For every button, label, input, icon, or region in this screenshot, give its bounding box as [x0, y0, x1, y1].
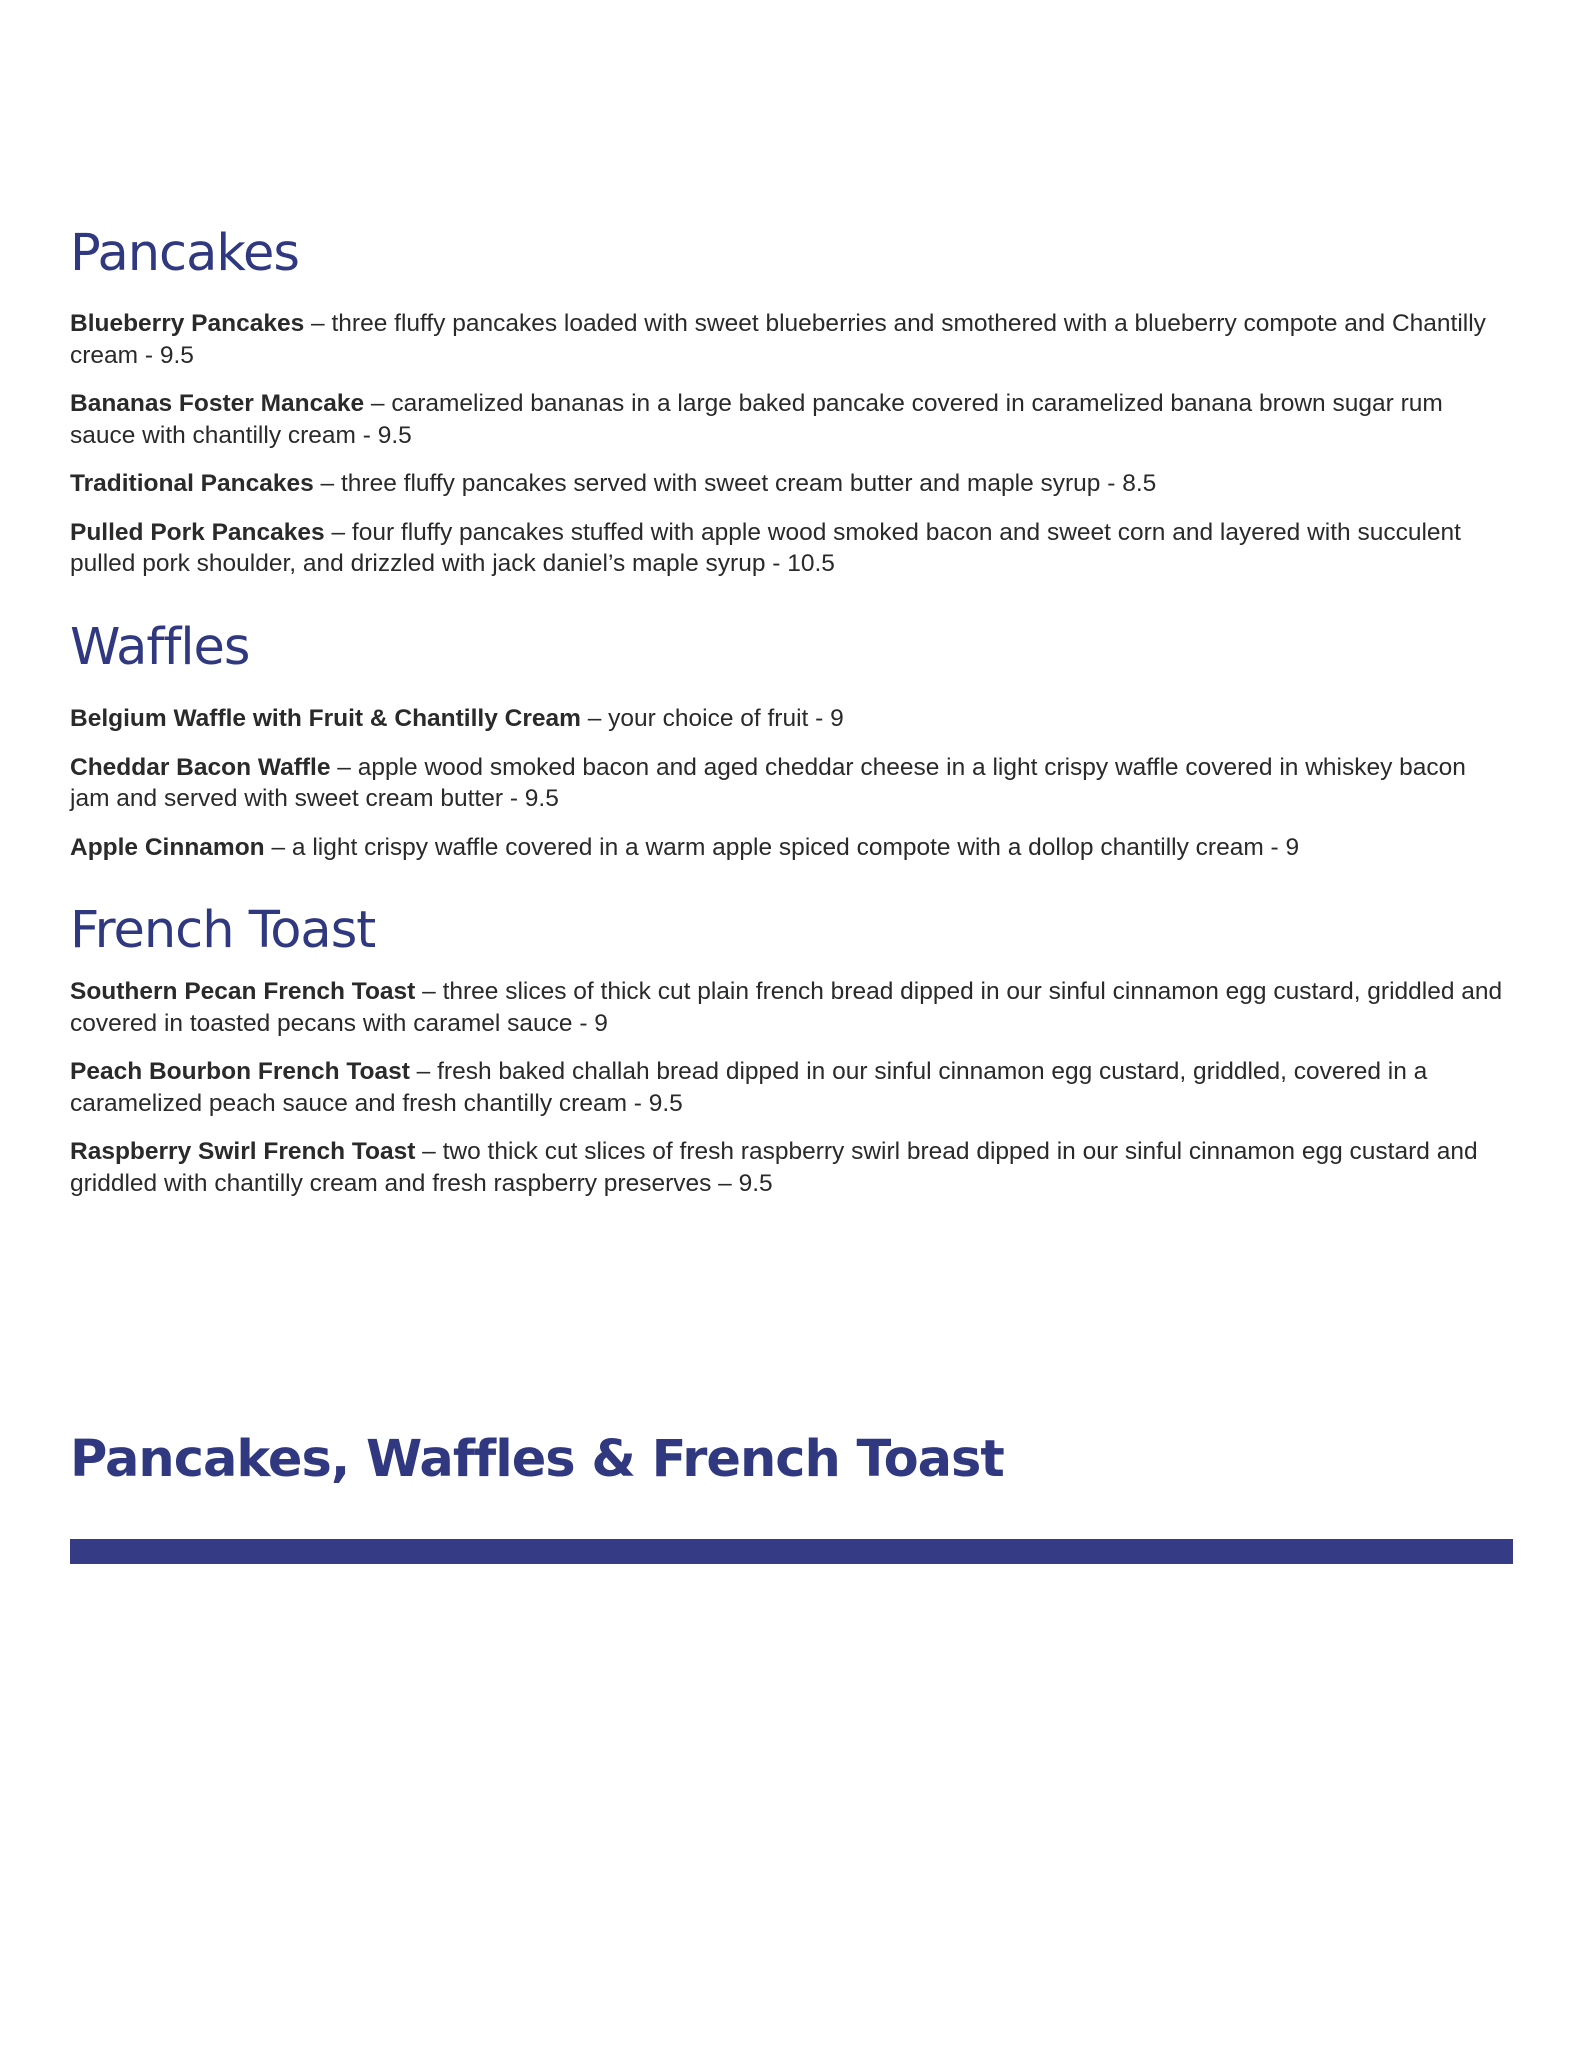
- menu-item-name: Bananas Foster Mancake: [70, 390, 365, 417]
- menu-item-name: Peach Bourbon French Toast: [70, 1058, 410, 1085]
- footer-divider-bar: [70, 1539, 1513, 1564]
- menu-item-name: Blueberry Pancakes: [70, 310, 305, 337]
- menu-item-description: – three fluffy pancakes loaded with sweet blueberries and smothered with a blueberry compote and Chantilly cream - 9.5: [70, 310, 1486, 369]
- menu-item-description: – caramelized bananas in a large baked pancake covered in caramelized banana brown sugar rum sauce with chantilly cream - 9.5: [70, 390, 1443, 449]
- menu-item-description: – fresh baked challah bread dipped in our sinful cinnamon egg custard, griddled, covered in a caramelized peach sauce and fresh chantilly cream - 9.5: [70, 1058, 1428, 1117]
- menu-item-name: Pulled Pork Pancakes: [70, 518, 325, 546]
- menu-item-description: – a light crispy waffle covered in a warm apple spiced compote with a dollop chantilly cream - 9: [264, 833, 1300, 861]
- section-items-waffles: [70, 703, 1510, 880]
- menu-item-description: – two thick cut slices of fresh raspberry swirl bread dipped in our sinful cinnamon egg custard and griddled with chantilly cream and fresh raspberry preserves – 9.5: [70, 1138, 1478, 1197]
- menu-item-name: Southern Pecan French Toast: [70, 978, 416, 1005]
- menu-item: [70, 468, 1510, 500]
- menu-item-description: – three fluffy pancakes served with sweet cream butter and maple syrup - 8.5: [313, 470, 1157, 497]
- section-items-pancakes: [70, 308, 1510, 597]
- menu-item-name: Traditional Pancakes: [70, 470, 314, 497]
- menu-item: [70, 1136, 1510, 1199]
- menu-item: [70, 703, 1510, 735]
- menu-item: [70, 752, 1510, 815]
- menu-item: [70, 976, 1510, 1039]
- menu-item-description: – four fluffy pancakes stuffed with apple wood smoked bacon and sweet corn and layered with succulent pulled pork shoulder, and drizzled with jack daniel’s maple syrup - 10.5: [70, 518, 1461, 577]
- menu-item: [70, 388, 1510, 451]
- menu-item-description: – three slices of thick cut plain french bread dipped in our sinful cinnamon egg custard, griddled and covered in toasted pecans with caramel sauce - 9: [70, 978, 1503, 1037]
- menu-item-name: Cheddar Bacon Waffle: [70, 753, 331, 781]
- section-items-french-toast: [70, 976, 1510, 1216]
- menu-item-name: Apple Cinnamon: [70, 833, 265, 861]
- menu-item-description: – your choice of fruit - 9: [580, 705, 844, 732]
- menu-item: [70, 308, 1510, 371]
- section-title-pancakes: Pancakes: [70, 224, 299, 283]
- menu-category-title: Pancakes, Waffles & French Toast: [70, 1430, 1004, 1489]
- section-title-waffles: Waffles: [70, 618, 250, 677]
- menu-item: [70, 1056, 1510, 1119]
- menu-item-name: Belgium Waffle with Fruit & Chantilly Cream: [70, 705, 581, 732]
- menu-item: [70, 517, 1510, 580]
- menu-item-name: Raspberry Swirl French Toast: [70, 1138, 416, 1165]
- menu-item: [70, 832, 1510, 864]
- section-title-french-toast: French Toast: [70, 901, 376, 960]
- menu-item-description: – apple wood smoked bacon and aged cheddar cheese in a light crispy waffle covered in whiskey bacon jam and served with sweet cream butter - 9.5: [70, 753, 1466, 812]
